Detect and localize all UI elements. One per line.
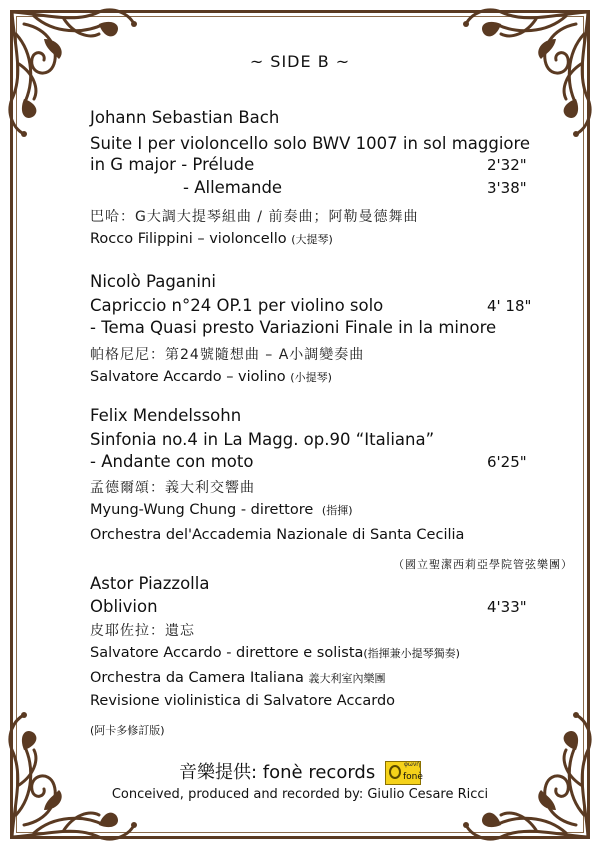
work-movement: - Tema Quasi presto Variazioni Finale in la minore [90,318,497,337]
production-credit: Conceived, produced and recorded by: Giulio Cesare Ricci [111,787,489,802]
orchestra-line [90,670,386,686]
performer-name: Salvatore Accardo – violino [90,369,286,385]
orchestra-name-cn: 義大利室內樂團 [308,672,386,685]
performer-line [90,231,333,247]
work-title: Sinfonia no.4 in La Magg. op.90 “Italiana” [90,430,435,449]
footer-label-line [0,758,600,785]
work-movement: - Allemande [183,178,283,197]
footer-label: 音樂提供: fonè records [179,762,376,783]
chinese-title: 皮耶佐拉：遺忘 [90,623,195,639]
work-title: Suite I per violoncello solo BWV 1007 in sol maggiore [90,134,531,153]
logo-bottom-text: fonè [402,772,423,782]
revision-note: Revisione violinistica di Salvatore Accardo [90,693,396,709]
track-duration: 3'38" [487,179,527,197]
track-duration: 4'33" [487,598,527,616]
revision-note-cn: (阿卡多修訂版) [90,724,165,737]
work-title: in G major - Prélude [90,155,255,174]
ornament-corner-icon [4,4,154,154]
performer-role-cn: (小提琴) [290,371,332,384]
performer-role-cn: (指揮) [321,504,353,517]
performer-name: Salvatore Accardo - direttore e solista [90,645,364,661]
performer-role-cn: (指揮兼小提琴獨奏) [363,647,460,660]
side-title: ~ SIDE B ~ [249,52,351,71]
track-duration: 4' 18" [487,297,532,315]
work-movement: - Andante con moto [90,452,254,471]
composer-name: Felix Mendelssohn [90,406,242,425]
orchestra-name: Orchestra da Camera Italiana [90,670,304,686]
track-duration: 6'25" [487,453,527,471]
chinese-title: 孟德爾頌：義大利交響曲 [90,480,255,496]
performer-name: Myung-Wung Chung - direttore [90,502,314,518]
composer-name: Nicolò Paganini [90,272,217,291]
work-title: Oblivion [90,597,158,616]
work-title: Capriccio n°24 OP.1 per violino solo [90,296,384,315]
performer-line [90,502,353,518]
composer-name: Astor Piazzolla [90,574,210,593]
composer-name: Johann Sebastian Bach [90,108,280,127]
logo-top-text: φωνή [403,761,421,768]
orchestra-name-cn: （國立聖潔西莉亞學院管弦樂團） [393,558,573,571]
fone-logo-icon [385,761,421,785]
orchestra-name: Orchestra del'Accademia Nazionale di Santa Cecilia [90,527,465,543]
performer-line [90,369,332,385]
chinese-title: 巴哈：G大調大提琴組曲 / 前奏曲；阿勒曼德舞曲 [90,209,419,225]
performer-line [90,645,460,661]
performer-name: Rocco Filippini – violoncello [90,231,287,247]
chinese-title: 帕格尼尼：第24號隨想曲 – A小調變奏曲 [90,347,365,363]
performer-role-cn: (大提琴) [291,233,333,246]
track-duration: 2'32" [487,156,527,174]
ornament-corner-icon [446,4,596,154]
